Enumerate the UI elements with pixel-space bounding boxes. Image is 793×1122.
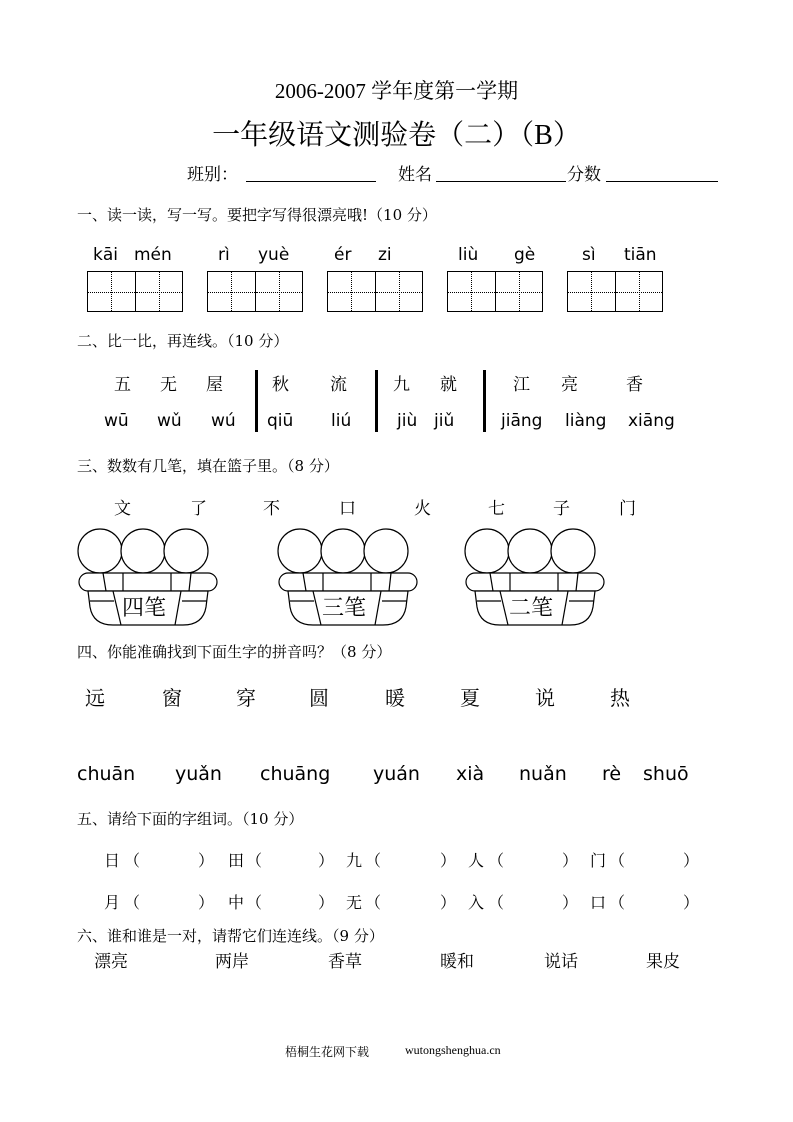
open-paren: （ bbox=[609, 893, 626, 912]
character: 江 bbox=[513, 375, 530, 395]
pinyin: kāi bbox=[93, 245, 118, 265]
character: 不 bbox=[263, 499, 280, 519]
character: 文 bbox=[114, 499, 131, 519]
character: 了 bbox=[190, 499, 207, 519]
word: 暖和 bbox=[440, 952, 474, 972]
footer-url[interactable]: wutongshenghua.cn bbox=[405, 1043, 501, 1057]
name-label: 姓名 bbox=[398, 165, 432, 185]
character: 秋 bbox=[272, 375, 289, 395]
character: 九 bbox=[393, 375, 410, 395]
character: 就 bbox=[440, 375, 457, 395]
word: 漂亮 bbox=[94, 952, 128, 972]
divider bbox=[483, 370, 486, 432]
character: 暖 bbox=[385, 686, 405, 710]
character: 口 bbox=[339, 499, 356, 519]
close-paren: ） bbox=[318, 893, 335, 912]
character: 日 bbox=[104, 851, 121, 870]
pinyin: chuān bbox=[77, 763, 136, 785]
writing-grid[interactable] bbox=[327, 271, 423, 312]
character: 入 bbox=[468, 893, 485, 912]
open-paren: （ bbox=[488, 893, 505, 912]
word: 说话 bbox=[544, 952, 578, 972]
character: 流 bbox=[330, 375, 347, 395]
close-paren: ） bbox=[440, 851, 457, 870]
writing-grid[interactable] bbox=[447, 271, 543, 312]
footer-site-name: 梧桐生花网下载 bbox=[285, 1045, 370, 1059]
pinyin: yuán bbox=[373, 763, 420, 785]
score-label: 分数 bbox=[567, 165, 601, 185]
word: 果皮 bbox=[646, 952, 680, 972]
close-paren: ） bbox=[440, 893, 457, 912]
writing-grid[interactable] bbox=[567, 271, 663, 312]
pinyin: liú bbox=[331, 411, 352, 431]
close-paren: ） bbox=[198, 851, 215, 870]
close-paren: ） bbox=[198, 893, 215, 912]
section4-heading: 四、你能准确找到下面生字的拼音吗？（8 分） bbox=[77, 643, 392, 661]
pinyin: sì bbox=[582, 245, 596, 265]
character: 口 bbox=[590, 893, 607, 912]
character: 圆 bbox=[309, 686, 329, 710]
pinyin: wǔ bbox=[157, 411, 182, 431]
open-paren: （ bbox=[365, 851, 382, 870]
pinyin: mén bbox=[134, 245, 172, 265]
pinyin: wū bbox=[104, 411, 129, 431]
term-heading: 2006-2007 学年度第一学期 bbox=[274, 79, 519, 103]
close-paren: ） bbox=[318, 851, 335, 870]
character: 中 bbox=[228, 893, 245, 912]
pinyin: jiǔ bbox=[434, 411, 455, 431]
divider bbox=[255, 370, 258, 432]
character: 九 bbox=[346, 851, 363, 870]
class-label: 班别： bbox=[187, 165, 238, 185]
character: 火 bbox=[414, 499, 431, 519]
pinyin: liù bbox=[458, 245, 479, 265]
close-paren: ） bbox=[562, 851, 579, 870]
word: 两岸 bbox=[215, 952, 249, 972]
open-paren: （ bbox=[124, 893, 141, 912]
pinyin: nuǎn bbox=[519, 763, 567, 785]
character: 远 bbox=[85, 686, 105, 710]
basket-label: 四笔 bbox=[122, 596, 167, 621]
pinyin: chuāng bbox=[260, 763, 331, 785]
divider bbox=[375, 370, 378, 432]
pinyin: xià bbox=[456, 763, 485, 785]
pinyin: tiān bbox=[624, 245, 657, 265]
pinyin: rì bbox=[218, 245, 230, 265]
word: 香草 bbox=[328, 952, 362, 972]
exam-title: 一年级语文测验卷（二）（B） bbox=[212, 120, 581, 151]
character: 田 bbox=[228, 851, 245, 870]
pinyin: qiū bbox=[267, 411, 294, 431]
character: 门 bbox=[590, 851, 607, 870]
character: 香 bbox=[626, 375, 643, 395]
close-paren: ） bbox=[683, 893, 700, 912]
section1-heading: 一、读一读，写一写。要把字写得很漂亮哦!（10 分） bbox=[77, 206, 437, 224]
character: 亮 bbox=[561, 375, 578, 395]
character: 七 bbox=[488, 499, 505, 519]
basket-label: 二笔 bbox=[509, 596, 554, 621]
basket-label: 三笔 bbox=[322, 596, 367, 621]
open-paren: （ bbox=[246, 851, 263, 870]
pinyin: jiāng bbox=[501, 411, 543, 431]
character: 热 bbox=[610, 686, 630, 710]
character: 夏 bbox=[460, 686, 480, 710]
character: 月 bbox=[104, 893, 121, 912]
character: 门 bbox=[619, 499, 636, 519]
character: 子 bbox=[553, 499, 570, 519]
pinyin: gè bbox=[514, 245, 536, 265]
section2-heading: 二、比一比，再连线。（10 分） bbox=[77, 332, 289, 350]
section6-heading: 六、谁和谁是一对，请帮它们连连线。（9 分） bbox=[77, 927, 384, 945]
section5-heading: 五、请给下面的字组词。（10 分） bbox=[77, 810, 304, 828]
section3-heading: 三、数数有几笔，填在篮子里。（8 分） bbox=[77, 457, 339, 475]
pinyin: yuè bbox=[258, 245, 290, 265]
character: 窗 bbox=[162, 686, 182, 710]
open-paren: （ bbox=[365, 893, 382, 912]
class-field[interactable] bbox=[246, 181, 376, 182]
character: 五 bbox=[114, 375, 131, 395]
pinyin: shuō bbox=[643, 763, 689, 785]
pinyin: liàng bbox=[565, 411, 607, 431]
pinyin: xiāng bbox=[628, 411, 675, 431]
writing-grid[interactable] bbox=[207, 271, 303, 312]
name-field[interactable] bbox=[436, 181, 566, 182]
pinyin: ér bbox=[334, 245, 352, 265]
character: 屋 bbox=[206, 375, 223, 395]
pinyin: rè bbox=[602, 763, 622, 785]
open-paren: （ bbox=[609, 851, 626, 870]
close-paren: ） bbox=[562, 893, 579, 912]
score-field[interactable] bbox=[606, 181, 718, 182]
pinyin: wú bbox=[211, 411, 236, 431]
character: 无 bbox=[346, 893, 363, 912]
character: 无 bbox=[160, 375, 177, 395]
writing-grid[interactable] bbox=[87, 271, 183, 312]
pinyin: zi bbox=[378, 245, 392, 265]
character: 人 bbox=[468, 851, 485, 870]
open-paren: （ bbox=[488, 851, 505, 870]
close-paren: ） bbox=[683, 851, 700, 870]
pinyin: yuǎn bbox=[175, 763, 222, 785]
pinyin: jiù bbox=[397, 411, 418, 431]
character: 说 bbox=[535, 686, 555, 710]
character: 穿 bbox=[236, 686, 256, 710]
open-paren: （ bbox=[124, 851, 141, 870]
open-paren: （ bbox=[246, 893, 263, 912]
